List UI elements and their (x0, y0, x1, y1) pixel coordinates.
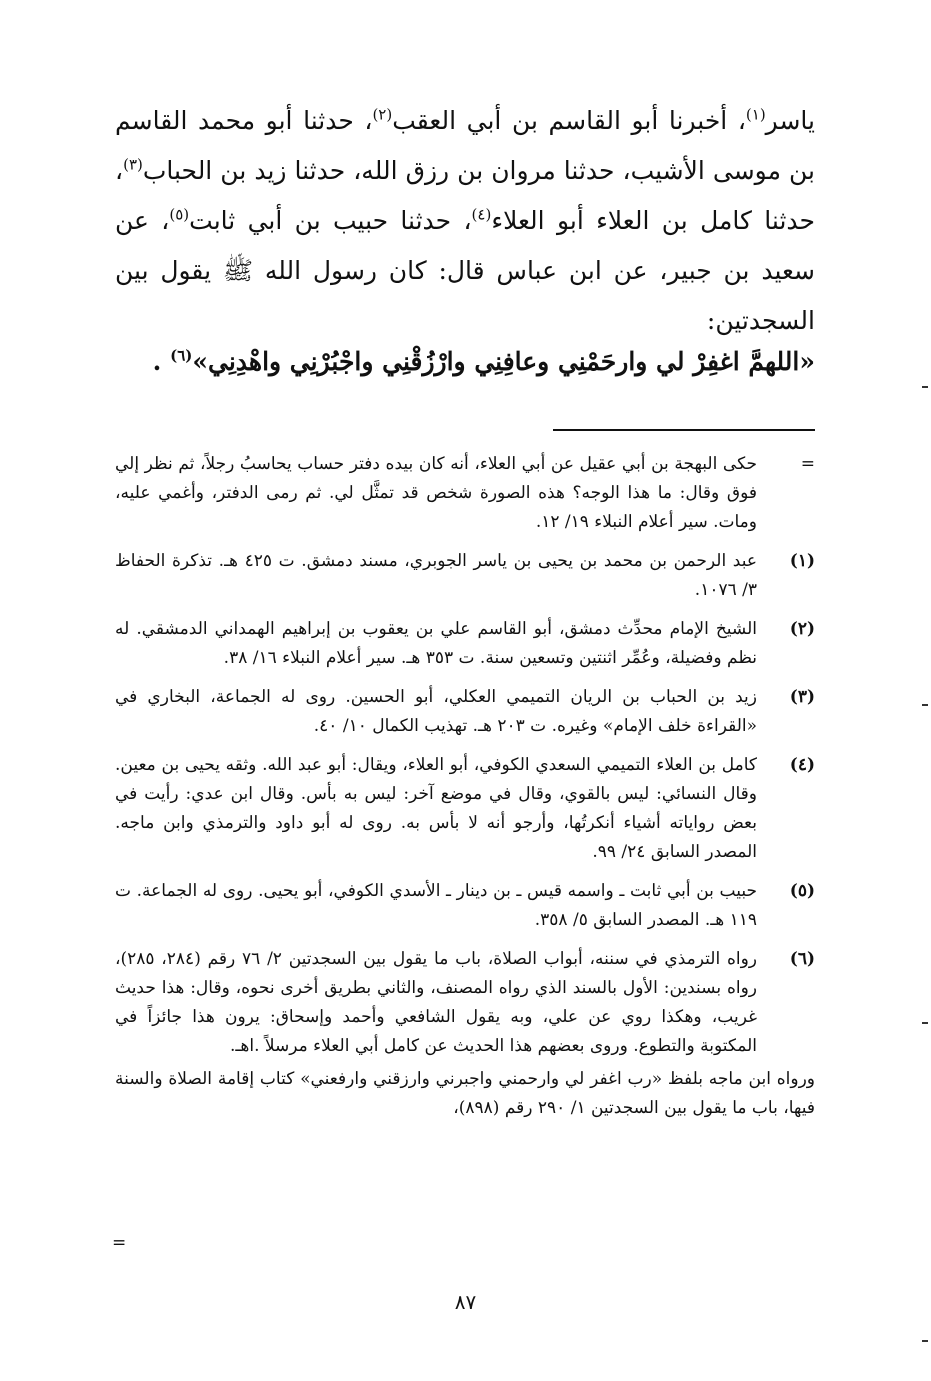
footnote-2 (115, 615, 815, 673)
footnote-text: رواه الترمذي في سننه، أبواب الصلاة، باب ما يقول بين السجدتين ٢/ ٧٦ رقم (٢٨٤، ٢٨٥)، رواه بسندين: الأول بالسند الذي رواه المصنف، والثاني بطريق أخرى نحوه، وقال: هذا حديث غريب، وهكذا روي عن علي، وبه يقول الشافعي وأحمد وإسحاق: يرون هذا جائزاً في المكتوبة والتطوع. وروى بعضهم هذا الحديث عن كامل أبي العلاء مرسلاً .اهـ. (115, 949, 757, 1056)
main-text-segment: ، أخبرنا أبو القاسم بن أبي العقب (392, 106, 746, 135)
main-text-segment: ، حدثنا كامل بن العلاء أبو العلاء (115, 156, 815, 235)
footnote-number: (١) (789, 551, 815, 571)
footnote-number: (٣) (789, 687, 815, 707)
margin-tick (922, 386, 928, 388)
footnote-separator (553, 429, 815, 431)
footnote-1 (115, 547, 815, 605)
footnote-text: حكى البهجة بن أبي عقيل عن أبي العلاء، أنه كان بيده دفتر حساب يحاسبُ رجلاً، ثم نظر إلي فوق وقال: ما هذا الوجه؟ هذه الصورة شخص قد تمثَّل لي. ثم رمى الدفتر، وأغمي عليه، ومات. سير أعلام النبلاء ١٩/ ١٢. (115, 454, 757, 532)
footnote-4 (115, 751, 815, 867)
footnote-text: الشيخ الإمام محدِّث دمشق، أبو القاسم علي بن يعقوب بن إبراهيم الهمداني الدمشقي. له نظم وفضيلة، وعُمِّر اثنتين وتسعين سنة. ت ٣٥٣ هـ. سير أعلام النبلاء ١٦/ ٣٨. (115, 619, 757, 668)
footnote-ref-3[interactable]: (٣) (123, 155, 143, 174)
main-text-segment: ياسر (765, 106, 815, 135)
footnote-3 (115, 683, 815, 741)
prayer-text (115, 340, 815, 384)
footnote-number: = (800, 454, 815, 474)
margin-tick (922, 1022, 928, 1024)
main-text-segment: ، حدثنا أبو محمد القاسم بن موسى الأشيب، حدثنا مروان بن رزق الله، حدثنا زيد بن الحباب (115, 106, 815, 185)
footnote-ref-2[interactable]: (٢) (372, 105, 393, 124)
footnote-ref-6[interactable]: (٦) (170, 346, 193, 365)
prayer-quote: «اللهمَّ اغفِرْ لي وارحَمْنِي وعافِنِي وارْزُقْنِي واجْبُرْنِي واهْدِنِي» (192, 347, 815, 376)
footnote-ref-1[interactable]: (١) (745, 105, 766, 124)
footnote-extra-paragraph: ورواه ابن ماجه بلفظ «رب اغفر لي وارحمني واجبرني وارزقني وارفعني» كتاب إقامة الصلاة والسنة فيها، باب ما يقول بين السجدتين ١/ ٢٩٠ رقم (٨٩٨)، (115, 1069, 815, 1118)
footnote-continuation (115, 450, 815, 537)
margin-tick (922, 1340, 928, 1342)
main-text-segment: ، عن سعيد بن جبير، عن ابن عباس قال: كان رسول الله ﷺ يقول بين السجدتين: (115, 206, 815, 335)
continuation-mark: = (112, 1233, 127, 1253)
footnote-text: حبيب بن أبي ثابت ـ واسمه قيس ـ بن دينار ـ الأسدي الكوفي، أبو يحيى. روى له الجماعة. ت ١١٩ هـ. المصدر السابق ٥/ ٣٥٨. (115, 881, 757, 930)
main-paragraph (115, 96, 815, 346)
footnote-ref-4[interactable]: (٤) (471, 205, 492, 224)
footnote-number: (٤) (789, 755, 815, 775)
page-number: ٨٧ (454, 1290, 477, 1314)
margin-tick (922, 704, 928, 706)
footnote-text: كامل بن العلاء التميمي السعدي الكوفي، أبو العلاء، ويقال: أبو عبد الله. وثقه يحيى بن معين. وقال النسائي: ليس بالقوي، وقال في موضع آخر: ليس به بأس. وقال ابن عدي: رأيت في بعض رواياته أشياء أنكرتُها، وأرجو أنه لا بأس به. روى له أبو داود والترمذي وابن ماجه. المصدر السابق ٢٤/ ٩٩. (115, 755, 757, 862)
footnote-5 (115, 877, 815, 935)
footnotes (115, 450, 815, 1123)
prayer-end: . (152, 347, 171, 376)
footnote-number: (٢) (789, 619, 815, 639)
footnote-number: (٥) (789, 881, 815, 901)
footnote-ref-5[interactable]: (٥) (169, 205, 190, 224)
footnote-6 (115, 945, 815, 1061)
main-text-segment: ، حدثنا حبيب بن أبي ثابت (189, 206, 472, 235)
footnote-text: عبد الرحمن بن محمد بن يحيى بن ياسر الجوبري، مسند دمشق. ت ٤٢٥ هـ. تذكرة الحفاظ ٣/ ١٠٧٦. (115, 551, 757, 600)
main-text (115, 96, 815, 346)
footnote-number: (٦) (789, 949, 815, 969)
footnote-text: زيد بن الحباب بن الريان التميمي العكلي، أبو الحسين. روى له الجماعة، البخاري في «القراءة خلف الإمام» وغيره. ت ٢٠٣ هـ. تهذيب الكمال ١٠/ ٤٠. (115, 687, 757, 736)
